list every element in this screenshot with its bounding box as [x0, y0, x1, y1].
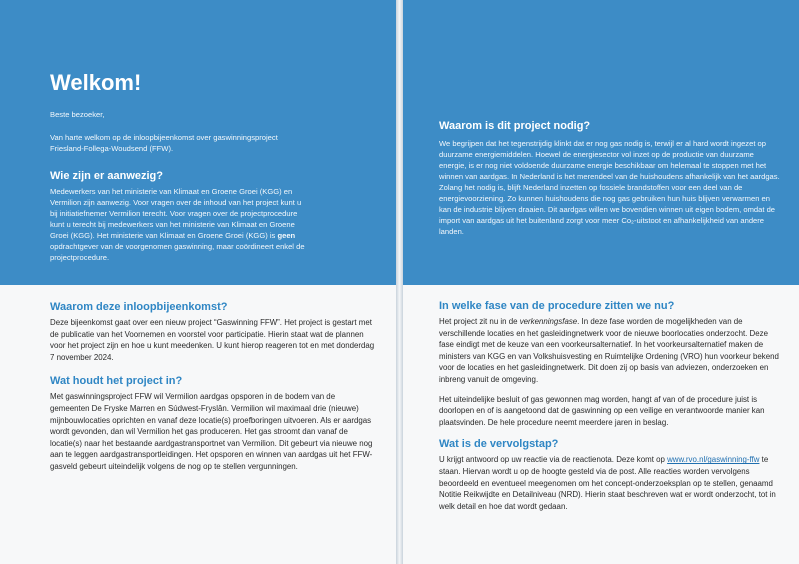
next-text: U krijgt antwoord op uw reactie via de reactienota. Deze komt op www.rvo.nl/gaswinning-ffw te staan. Hiervan wordt u op de hoogte gesteld via de post. Alle reacties worden vervolgens beoordeeld en eventueel meegenomen om het concept-onderzoeksplan op te stellen, genaamd Notitie Reikwijdte en Detailniveau (NRD). Hierin staat beschreven wat er wordt onderzocht, tot in welk detail en hoe dat wordt gedaan.	[439, 455, 776, 511]
who-text: Medewerkers van het ministerie van Klimaat en Groene Groei (KGG) en Vermilion zijn aanwezig. Voor vragen over de inhoud van het project kunt u bij initiatiefnemer Vermilion terecht. Voor vragen over de projectprocedure kunt u terecht bij medewerkers van het ministerie van Klimaat en Groene Groei (KGG). Het ministerie van Klimaat en Groene Groei (KGG) is geen opdrachtgever van de voorgenomen gaswinning, maar coördineert enkel de projectprocedure.	[50, 187, 305, 262]
phase-heading: In welke fase van de procedure zitten we nu?	[439, 300, 675, 312]
page-title: Welkom!	[50, 70, 142, 95]
why-needed-heading: Waarom is dit project nodig?	[439, 120, 591, 132]
why-meeting-heading: Waarom deze inloopbijeenkomst?	[50, 301, 228, 313]
what-heading: Wat houdt het project in?	[50, 375, 183, 388]
rvo-link[interactable]: www.rvo.nl/gaswinning-ffw	[667, 455, 760, 465]
phase-name: verkenningsfase	[519, 317, 578, 326]
why-meeting-text: Deze bijeenkomst gaat over een nieuw project “Gaswinning FFW”. Het project is gestart met de publicatie van het Voornemen en voorstel voor participatie. Hierin staat wat de plannen voor het project zijn en hoe u kunt meedenken. U kunt hierop reageren tot en met donderdag 7 november 2024.	[50, 318, 375, 362]
who-bold-word: geen	[277, 231, 296, 240]
phase-text-1: Het project zit nu in de verkenningsfase. In deze fase worden de mogelijkheden van de verschillende locaties en het gasleidingnetwerk voor de nieuwe boorlocaties onderzocht. Deze fase eindigt met de keuze van een voorkeursalternatief. In het voorkeursalternatief maken de ministers van KGG en van Volkshuisvesting en Ruimtelijke Ordening (VRO) hun voorkeur bekend voor de locaties en het gasleidingnetwerk. Dit doen zij op basis van adviezen, onderzoeken en inbreng vanuit de omgeving.	[439, 317, 779, 384]
intro-text: Van harte welkom op de inloopbijeenkomst over gaswinningsproject Friesland-Follega-Woudsend (FFW).	[50, 133, 278, 153]
meeting-panel	[0, 285, 396, 564]
next-heading: Wat is de vervolgstap?	[439, 438, 559, 451]
phase-text-2: Het uiteindelijke besluit of gas gewonnen mag worden, hangt af van of de procedure juist is doorlopen en of is aangetoond dat de gaswinning op een veilige en verantwoorde manier kan plaatsvinden. De hele procedure neemt meerdere jaren in beslag.	[439, 394, 765, 427]
who-heading: Wie zijn er aanwezig?	[50, 170, 163, 182]
why-needed-text: We begrijpen dat het tegenstrijdig klinkt dat er nog gas nodig is, terwijl er al hard wordt ingezet op duurzame energiemiddelen. Hoewel de energiesector vol inzet op de productie van duurzame energie, is er nog niet voldoende duurzame energie beschikbaar om helemaal te stoppen met het winnen van aardgas. In Nederland is het merendeel van de huishoudens afhankelijk van het aardgas. Zolang het nodig is, blijft Nederland inzetten op fossiele brandstoffen voor een deel van de energievoorziening. Zo kunnen huishoudens die nog gas gebruiken hun huis blijven verwarmen en kan de industrie blijven draaien. Dit aardgas willen we bovendien winnen uit eigen bodem, omdat de import van aardgas uit het buitenland zorgt voor meer Co₂-uitstoot en afhankelijkheid van andere landen.	[439, 139, 780, 236]
what-text: Met gaswinningsproject FFW wil Vermilion aardgas opsporen in de bodem van de gemeenten De Fryske Marren en Súdwest-Fryslân. Vermilion wil maximaal drie (nieuwe) mijnbouwlocaties oprichten en vanaf deze locatie(s) proefboringen uitvoeren. Als er aardgas wordt gevonden, dan wil Vermilion het gas produceren. Het gas stroomt dan vanaf de locatie(s) naar het bestaande aardgastransportnet van Vermilion. Dit gebeurt via nieuwe nog aan te leggen aardgastransportleidingen. Het opsporen en winnen van aardgas uit het FFW-gasveld gebeurt uiteindelijk volgens de nog op te stellen vergunningen.	[50, 392, 373, 471]
why-needed-panel	[403, 0, 799, 285]
greeting-text: Beste bezoeker,	[50, 110, 105, 119]
welcome-panel	[0, 0, 396, 285]
procedure-panel	[403, 285, 799, 564]
page-fold	[396, 0, 403, 564]
